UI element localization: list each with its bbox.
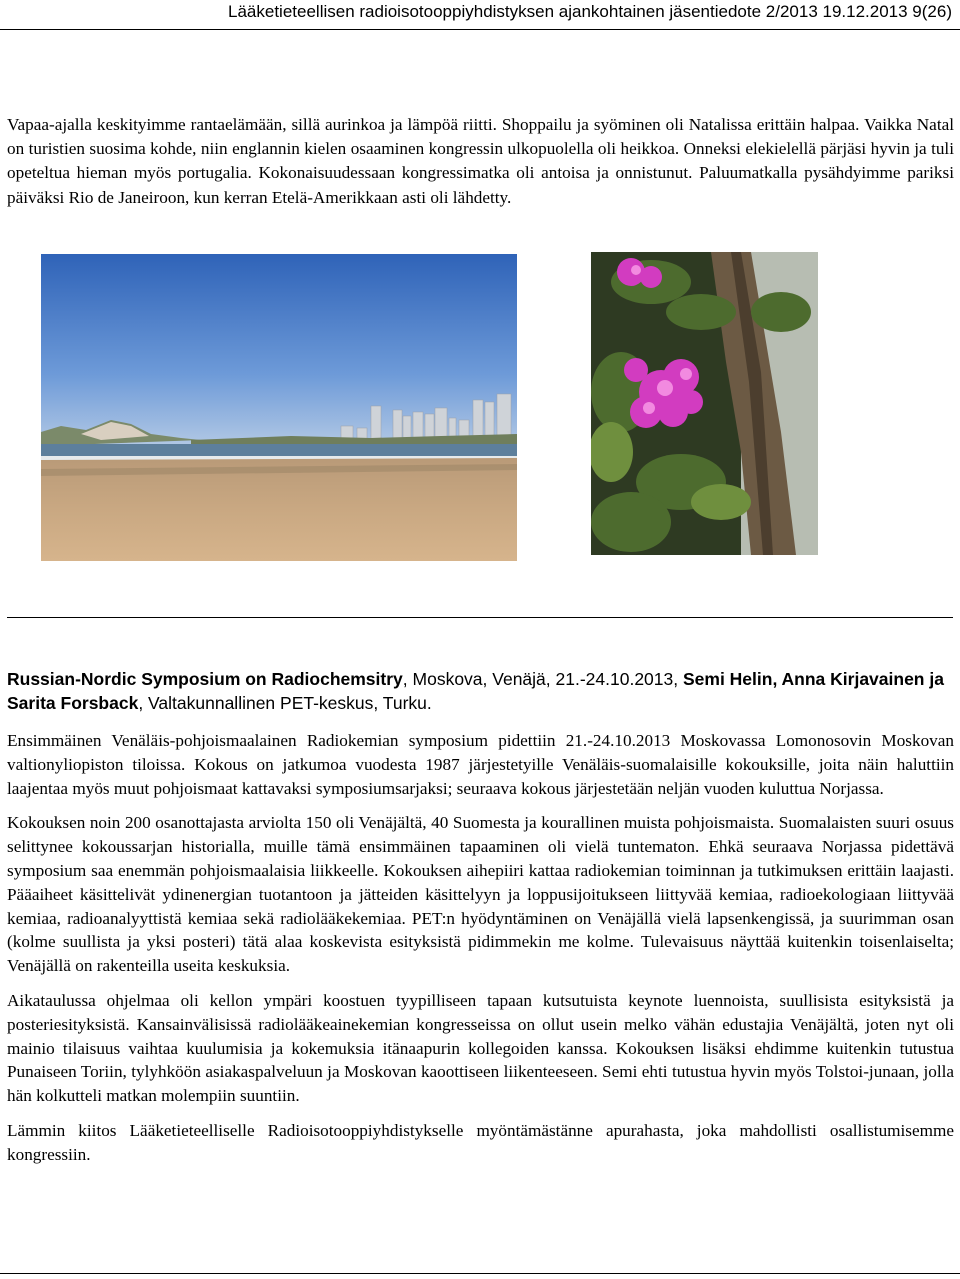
article-paragraph: Aikataulussa ohjelmaa oli kellon ympäri koostuen tyypilliseen tapaan kutsutuista keynote luennoista, suullisista esityksistä ja posteriesityksistä. Kansainvälisissä radiolääkeainekemian kongresseissa on ollut usein melko vähän edustajia Venäjältä, joten nyt oli mainio tilaisuus vaihtaa kuulumisia ja kokemuksia itänaapurin kollegoiden kanssa. Kokouksen lisäksi ehdimme kuitenkin tutustua Punaiseen Toriin, tylyhköön asiakaspalveluun ja Moskovan kaoottiseen liikenteeseen. Semi ehti tutustua hyvin myös Tolstoi-junaan, jolla hän kolkutteli matkan molempiin suuntiin. xyxy=(7,990,954,1106)
header-title: Lääketieteellisen radioisotooppiyhdistyksen ajankohtainen jäsentiedote 2/2013 19.12.2013 9(26) xyxy=(228,2,952,21)
bougainvillea-photo xyxy=(591,252,818,555)
article-paragraph: Ensimmäinen Venäläis-pohjoismaalainen Radiokemian symposium pidettiin 21.-24.10.2013 Moskovassa Lomonosovin Moskovan valtionyliopiston tiloissa. Kokous on jatkumoa vuodesta 1987 järjestetyille Venäläis-suomalaisille kokouksille, joita näin haluttiin laajentaa myös muut pohjoismaat kattavaksi symposiumsarjaksi; seuraava kokous järjestetään neljän vuoden kuluttua Norjassa. xyxy=(7,731,954,798)
section-divider xyxy=(7,617,953,618)
beach-photo xyxy=(41,254,517,561)
article-location-date: , Moskova, Venäjä, 21.-24.10.2013, xyxy=(402,669,683,689)
article-paragraph: Lämmin kiitos Lääketieteelliselle Radioisotooppiyhdistykselle myöntämästänne apurahasta, joka mahdollisti osallistumisemme kongressiin. xyxy=(7,1120,954,1164)
article-affiliation: , Valtakunnallinen PET-keskus, Turku. xyxy=(138,693,432,713)
intro-paragraph: Vapaa-ajalla keskityimme rantaelämään, sillä aurinkoa ja lämpöä riitti. Shoppailu ja syöminen oli Natalissa erittäin halpaa. Vaikka Natal on turistien suosima kohde, niin englannin kielen osaaminen kongressin ulkopuolella oli heikkoa. Onneksi elekielellä pärjäsi hyvin ja tuli opeteltua hieman myös portugalia. Kokonaisuudessaan kongressimatka oli antoisa ja onnistunut. Paluumatkalla pysähdyimme pariksi päiväksi Rio de Janeiroon, kun kerran Etelä-Amerikkaan asti oli lähdetty. xyxy=(7,115,954,207)
page-header xyxy=(0,0,960,30)
article-authors: Semi Helin, Anna Kirjavainen ja Sarita Forsback xyxy=(7,669,944,713)
footer-rule xyxy=(0,1273,960,1274)
article-title: Russian-Nordic Symposium on Radiochemsitry xyxy=(7,669,403,689)
article-paragraph: Kokouksen noin 200 osanottajasta arviolta 150 oli Venäjältä, 40 Suomesta ja kourallinen muista pohjoismaista. Suomalaisten suuri osuus selittynee kokoussarjan historialla, muille tämä ensimmäinen tapaaminen oli vielä tuntematon. Ehkä seuraava Norjassa pidettävä symposium saa enemmän pohjoismaalaisia liikkeelle. Kokouksen aihepiiri kattaa radiokemian toiminnan ja tutkimuksen erittäin laajasti. Pääaiheet käsittelivät ydinenergian tuotantoon ja jätteiden käsittelyyn ja loppusijoitukseen liittyvää kemiaa, radioekologiaan liittyvää kemiaa, radioanalyyttistä kemiaa sekä radiolääkekemiaa. PET:n hyödyntäminen on Venäjällä vielä lapsenkengissä, ja suurimman osan (kolme suullista ja yksi posteri) tätä alaa koskevista esityksistä pidimmekin me kolme. Tulevaisuus näyttää kuitenkin toisenlaiselta; Venäjällä on rakenteilla useita keskuksia. xyxy=(7,813,954,976)
article-body xyxy=(7,729,954,1178)
article-heading xyxy=(7,667,954,715)
header-rule xyxy=(0,29,960,30)
